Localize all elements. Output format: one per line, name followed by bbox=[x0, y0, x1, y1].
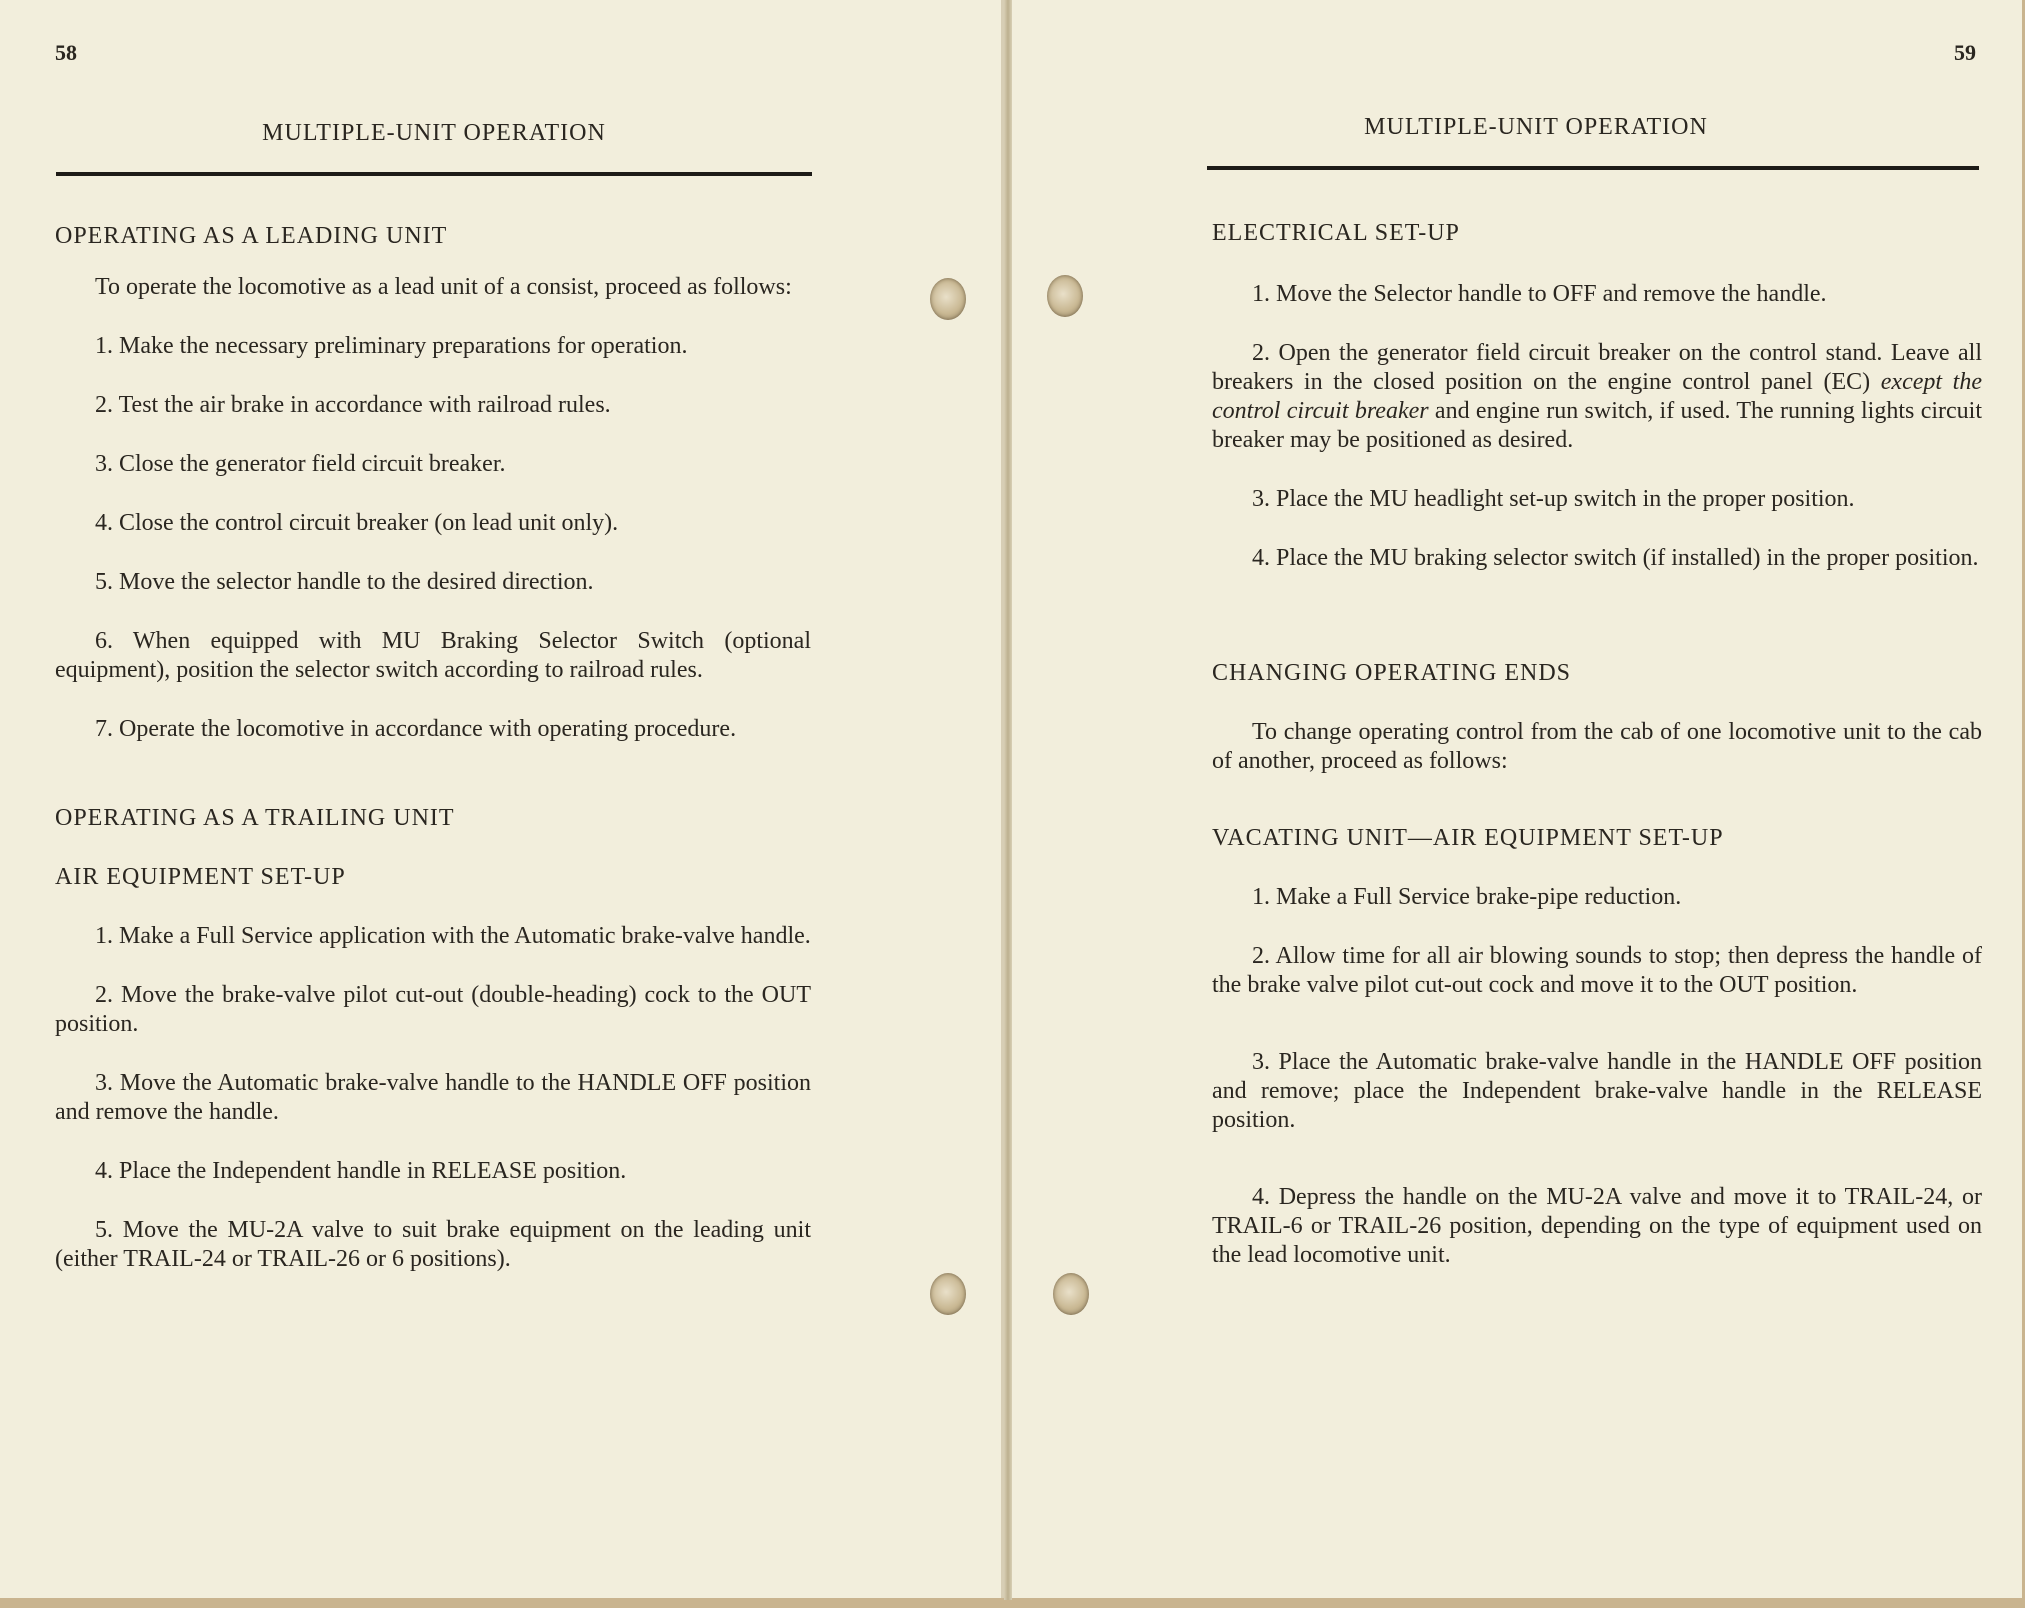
section-heading: ELECTRICAL SET-UP bbox=[1212, 220, 1460, 246]
list-item bbox=[1212, 339, 1982, 455]
book-gutter bbox=[1004, 0, 1012, 1600]
page-number: 58 bbox=[55, 40, 77, 65]
list-item: 2. Move the brake-valve pilot cut-out (double-heading) cock to the OUT position. bbox=[55, 982, 811, 1037]
list-item-text: 2. Open the generator field circuit breaker on the control stand. Leave all breakers in the closed position on the engine control panel (EC) bbox=[1212, 340, 1982, 395]
page-number: 59 bbox=[1954, 40, 1976, 65]
list-item: 3. Close the generator field circuit breaker. bbox=[95, 451, 506, 477]
header-rule bbox=[56, 172, 812, 176]
list-item: 3. Place the Automatic brake-valve handle in the HANDLE OFF position and remove; place the Independent brake-valve handle in the RELEASE position. bbox=[1212, 1049, 1982, 1133]
left-page bbox=[0, 0, 1004, 1598]
list-item: 4. Depress the handle on the MU-2A valve and move it to TRAIL-24, or TRAIL-6 or TRAIL-26 position, depending on the type of equipment used on the lead locomotive unit. bbox=[1212, 1184, 1982, 1268]
paragraph: To operate the locomotive as a lead unit of a consist, proceed as follows: bbox=[95, 274, 792, 300]
list-item: 1. Make a Full Service brake-pipe reduction. bbox=[1252, 884, 1682, 910]
subsection-heading: VACATING UNIT—AIR EQUIPMENT SET-UP bbox=[1212, 825, 1724, 851]
list-item: 1. Make the necessary preliminary preparations for operation. bbox=[95, 333, 688, 359]
list-item-text: and engine run switch, if used. The running lights circuit breaker may be positioned as desired. bbox=[1212, 398, 1982, 453]
list-item: 3. Place the MU headlight set-up switch in the proper position. bbox=[1252, 486, 1855, 512]
running-head: MULTIPLE-UNIT OPERATION bbox=[262, 120, 606, 146]
emphasis-text: except the control circuit breaker bbox=[1212, 369, 1982, 424]
subsection-heading: AIR EQUIPMENT SET-UP bbox=[55, 864, 346, 890]
list-item: 2. Allow time for all air blowing sounds to stop; then depress the handle of the brake valve pilot cut-out cock and move it to the OUT position. bbox=[1212, 943, 1982, 998]
list-item: 2. Test the air brake in accordance with railroad rules. bbox=[95, 392, 611, 418]
punch-hole bbox=[930, 278, 966, 320]
section-heading: CHANGING OPERATING ENDS bbox=[1212, 660, 1571, 686]
list-item: 6. When equipped with MU Braking Selector Switch (optional equipment), position the selector switch according to railroad rules. bbox=[55, 628, 811, 683]
punch-hole bbox=[1053, 1273, 1089, 1315]
list-item: 1. Move the Selector handle to OFF and remove the handle. bbox=[1252, 281, 1827, 307]
list-item: 4. Place the Independent handle in RELEASE position. bbox=[95, 1158, 627, 1184]
list-item: 5. Move the selector handle to the desired direction. bbox=[95, 569, 594, 595]
list-item: 5. Move the MU-2A valve to suit brake equipment on the leading unit (either TRAIL-24 or TRAIL-26 or 6 positions). bbox=[55, 1217, 811, 1272]
right-page-content bbox=[1212, 219, 1982, 1270]
list-item: 4. Place the MU braking selector switch (if installed) in the proper position. bbox=[1252, 545, 1979, 571]
left-page-content bbox=[55, 222, 811, 1274]
punch-hole bbox=[930, 1273, 966, 1315]
header-rule bbox=[1207, 166, 1979, 170]
list-item: 1. Make a Full Service application with the Automatic brake-valve handle. bbox=[95, 923, 811, 949]
list-item: 7. Operate the locomotive in accordance with operating procedure. bbox=[95, 716, 737, 742]
right-page bbox=[1012, 0, 2022, 1598]
section-heading: OPERATING AS A TRAILING UNIT bbox=[55, 805, 455, 831]
punch-hole bbox=[1047, 275, 1083, 317]
paragraph: To change operating control from the cab of one locomotive unit to the cab of another, proceed as follows: bbox=[1212, 719, 1982, 774]
section-heading: OPERATING AS A LEADING UNIT bbox=[55, 223, 448, 249]
list-item: 3. Move the Automatic brake-valve handle to the HANDLE OFF position and remove the handle. bbox=[55, 1070, 811, 1125]
list-item: 4. Close the control circuit breaker (on lead unit only). bbox=[95, 510, 619, 536]
running-head: MULTIPLE-UNIT OPERATION bbox=[1364, 114, 1708, 140]
